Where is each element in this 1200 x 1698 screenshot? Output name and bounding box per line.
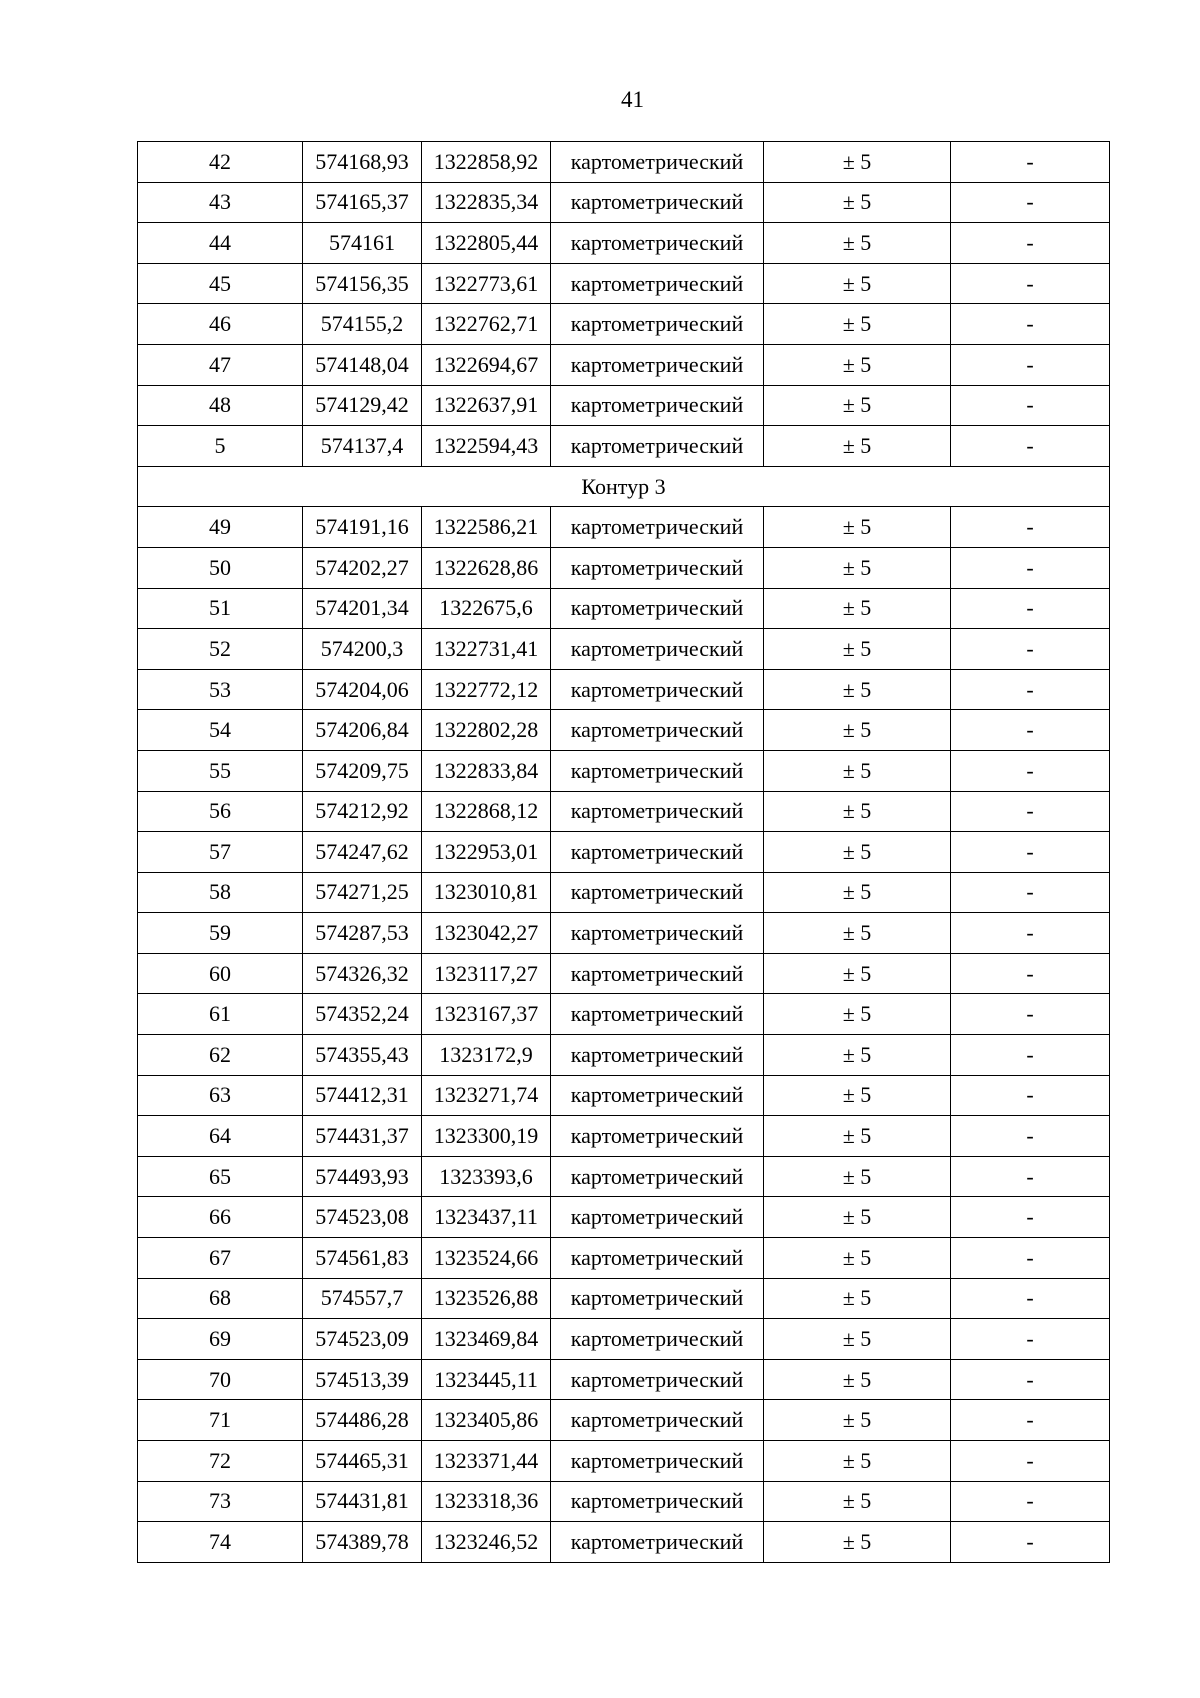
x-coordinate-cell: 574486,28 <box>303 1400 422 1441</box>
accuracy-cell: ± 5 <box>764 385 951 426</box>
point-number-cell: 42 <box>138 142 303 183</box>
x-coordinate-cell: 574465,31 <box>303 1441 422 1482</box>
note-cell: - <box>951 1522 1110 1563</box>
point-number-cell: 55 <box>138 750 303 791</box>
method-cell: картометрический <box>551 1319 764 1360</box>
accuracy-cell: ± 5 <box>764 1359 951 1400</box>
x-coordinate-cell: 574412,31 <box>303 1075 422 1116</box>
point-number-cell: 62 <box>138 1035 303 1076</box>
x-coordinate-cell: 574209,75 <box>303 750 422 791</box>
x-coordinate-cell: 574168,93 <box>303 142 422 183</box>
point-number-cell: 70 <box>138 1359 303 1400</box>
accuracy-cell: ± 5 <box>764 994 951 1035</box>
y-coordinate-cell: 1323371,44 <box>422 1441 551 1482</box>
y-coordinate-cell: 1323445,11 <box>422 1359 551 1400</box>
note-cell: - <box>951 385 1110 426</box>
x-coordinate-cell: 574431,37 <box>303 1116 422 1157</box>
method-cell: картометрический <box>551 1400 764 1441</box>
point-number-cell: 54 <box>138 710 303 751</box>
table-row <box>138 750 1110 791</box>
y-coordinate-cell: 1323405,86 <box>422 1400 551 1441</box>
x-coordinate-cell: 574493,93 <box>303 1156 422 1197</box>
y-coordinate-cell: 1323300,19 <box>422 1116 551 1157</box>
table-row <box>138 669 1110 710</box>
accuracy-cell: ± 5 <box>764 1441 951 1482</box>
x-coordinate-cell: 574389,78 <box>303 1522 422 1563</box>
method-cell: картометрический <box>551 669 764 710</box>
y-coordinate-cell: 1323318,36 <box>422 1481 551 1522</box>
accuracy-cell: ± 5 <box>764 1238 951 1279</box>
method-cell: картометрический <box>551 872 764 913</box>
y-coordinate-cell: 1322772,12 <box>422 669 551 710</box>
note-cell: - <box>951 142 1110 183</box>
point-number-cell: 51 <box>138 588 303 629</box>
table-row <box>138 1075 1110 1116</box>
accuracy-cell: ± 5 <box>764 1319 951 1360</box>
point-number-cell: 74 <box>138 1522 303 1563</box>
method-cell: картометрический <box>551 1441 764 1482</box>
table-row <box>138 629 1110 670</box>
note-cell: - <box>951 182 1110 223</box>
method-cell: картометрический <box>551 507 764 548</box>
x-coordinate-cell: 574202,27 <box>303 547 422 588</box>
table-row <box>138 1441 1110 1482</box>
table-row <box>138 1522 1110 1563</box>
accuracy-cell: ± 5 <box>764 1522 951 1563</box>
x-coordinate-cell: 574271,25 <box>303 872 422 913</box>
y-coordinate-cell: 1323172,9 <box>422 1035 551 1076</box>
x-coordinate-cell: 574204,06 <box>303 669 422 710</box>
point-number-cell: 49 <box>138 507 303 548</box>
x-coordinate-cell: 574200,3 <box>303 629 422 670</box>
note-cell: - <box>951 832 1110 873</box>
note-cell: - <box>951 750 1110 791</box>
x-coordinate-cell: 574523,09 <box>303 1319 422 1360</box>
note-cell: - <box>951 872 1110 913</box>
note-cell: - <box>951 913 1110 954</box>
method-cell: картометрический <box>551 913 764 954</box>
note-cell: - <box>951 1035 1110 1076</box>
note-cell: - <box>951 1278 1110 1319</box>
point-number-cell: 66 <box>138 1197 303 1238</box>
table-row <box>138 1156 1110 1197</box>
point-number-cell: 71 <box>138 1400 303 1441</box>
y-coordinate-cell: 1323524,66 <box>422 1238 551 1279</box>
method-cell: картометрический <box>551 182 764 223</box>
point-number-cell: 69 <box>138 1319 303 1360</box>
accuracy-cell: ± 5 <box>764 142 951 183</box>
table-row <box>138 1359 1110 1400</box>
y-coordinate-cell: 1322805,44 <box>422 223 551 264</box>
y-coordinate-cell: 1323246,52 <box>422 1522 551 1563</box>
contour-row <box>138 466 1110 507</box>
x-coordinate-cell: 574129,42 <box>303 385 422 426</box>
y-coordinate-cell: 1322594,43 <box>422 426 551 467</box>
point-number-cell: 65 <box>138 1156 303 1197</box>
point-number-cell: 57 <box>138 832 303 873</box>
note-cell: - <box>951 1156 1110 1197</box>
point-number-cell: 67 <box>138 1238 303 1279</box>
x-coordinate-cell: 574165,37 <box>303 182 422 223</box>
x-coordinate-cell: 574561,83 <box>303 1238 422 1279</box>
note-cell: - <box>951 791 1110 832</box>
note-cell: - <box>951 588 1110 629</box>
accuracy-cell: ± 5 <box>764 629 951 670</box>
y-coordinate-cell: 1322835,34 <box>422 182 551 223</box>
table-row <box>138 344 1110 385</box>
method-cell: картометрический <box>551 750 764 791</box>
x-coordinate-cell: 574523,08 <box>303 1197 422 1238</box>
method-cell: картометрический <box>551 1156 764 1197</box>
point-number-cell: 50 <box>138 547 303 588</box>
accuracy-cell: ± 5 <box>764 426 951 467</box>
method-cell: картометрический <box>551 385 764 426</box>
note-cell: - <box>951 629 1110 670</box>
x-coordinate-cell: 574326,32 <box>303 953 422 994</box>
note-cell: - <box>951 710 1110 751</box>
point-number-cell: 64 <box>138 1116 303 1157</box>
table-row <box>138 1238 1110 1279</box>
point-number-cell: 56 <box>138 791 303 832</box>
accuracy-cell: ± 5 <box>764 344 951 385</box>
y-coordinate-cell: 1322762,71 <box>422 304 551 345</box>
note-cell: - <box>951 426 1110 467</box>
note-cell: - <box>951 669 1110 710</box>
method-cell: картометрический <box>551 1481 764 1522</box>
accuracy-cell: ± 5 <box>764 507 951 548</box>
accuracy-cell: ± 5 <box>764 1035 951 1076</box>
y-coordinate-cell: 1322833,84 <box>422 750 551 791</box>
point-number-cell: 44 <box>138 223 303 264</box>
y-coordinate-cell: 1322731,41 <box>422 629 551 670</box>
accuracy-cell: ± 5 <box>764 304 951 345</box>
x-coordinate-cell: 574161 <box>303 223 422 264</box>
table-row <box>138 142 1110 183</box>
y-coordinate-cell: 1322773,61 <box>422 263 551 304</box>
x-coordinate-cell: 574431,81 <box>303 1481 422 1522</box>
table-row <box>138 832 1110 873</box>
point-number-cell: 60 <box>138 953 303 994</box>
accuracy-cell: ± 5 <box>764 1278 951 1319</box>
accuracy-cell: ± 5 <box>764 872 951 913</box>
y-coordinate-cell: 1323117,27 <box>422 953 551 994</box>
method-cell: картометрический <box>551 426 764 467</box>
point-number-cell: 68 <box>138 1278 303 1319</box>
note-cell: - <box>951 1116 1110 1157</box>
method-cell: картометрический <box>551 1359 764 1400</box>
x-coordinate-cell: 574137,4 <box>303 426 422 467</box>
accuracy-cell: ± 5 <box>764 710 951 751</box>
x-coordinate-cell: 574513,39 <box>303 1359 422 1400</box>
point-number-cell: 5 <box>138 426 303 467</box>
table-row <box>138 588 1110 629</box>
method-cell: картометрический <box>551 710 764 751</box>
point-number-cell: 53 <box>138 669 303 710</box>
accuracy-cell: ± 5 <box>764 223 951 264</box>
point-number-cell: 52 <box>138 629 303 670</box>
y-coordinate-cell: 1323437,11 <box>422 1197 551 1238</box>
point-number-cell: 46 <box>138 304 303 345</box>
table-row <box>138 953 1110 994</box>
table-row <box>138 913 1110 954</box>
x-coordinate-cell: 574201,34 <box>303 588 422 629</box>
method-cell: картометрический <box>551 263 764 304</box>
note-cell: - <box>951 304 1110 345</box>
point-number-cell: 58 <box>138 872 303 913</box>
note-cell: - <box>951 1197 1110 1238</box>
note-cell: - <box>951 1359 1110 1400</box>
y-coordinate-cell: 1323167,37 <box>422 994 551 1035</box>
y-coordinate-cell: 1322675,6 <box>422 588 551 629</box>
accuracy-cell: ± 5 <box>764 1481 951 1522</box>
y-coordinate-cell: 1323469,84 <box>422 1319 551 1360</box>
accuracy-cell: ± 5 <box>764 913 951 954</box>
point-number-cell: 61 <box>138 994 303 1035</box>
y-coordinate-cell: 1322586,21 <box>422 507 551 548</box>
table-row <box>138 1116 1110 1157</box>
y-coordinate-cell: 1322637,91 <box>422 385 551 426</box>
point-number-cell: 45 <box>138 263 303 304</box>
accuracy-cell: ± 5 <box>764 1197 951 1238</box>
accuracy-cell: ± 5 <box>764 547 951 588</box>
x-coordinate-cell: 574557,7 <box>303 1278 422 1319</box>
table-row <box>138 1481 1110 1522</box>
point-number-cell: 59 <box>138 913 303 954</box>
x-coordinate-cell: 574191,16 <box>303 507 422 548</box>
table-row <box>138 426 1110 467</box>
point-number-cell: 73 <box>138 1481 303 1522</box>
table-row <box>138 1319 1110 1360</box>
method-cell: картометрический <box>551 223 764 264</box>
accuracy-cell: ± 5 <box>764 1156 951 1197</box>
accuracy-cell: ± 5 <box>764 953 951 994</box>
table-row <box>138 182 1110 223</box>
method-cell: картометрический <box>551 994 764 1035</box>
y-coordinate-cell: 1323010,81 <box>422 872 551 913</box>
accuracy-cell: ± 5 <box>764 750 951 791</box>
note-cell: - <box>951 547 1110 588</box>
table-row <box>138 872 1110 913</box>
table-row <box>138 223 1110 264</box>
table-row <box>138 1197 1110 1238</box>
note-cell: - <box>951 344 1110 385</box>
note-cell: - <box>951 1441 1110 1482</box>
method-cell: картометрический <box>551 1238 764 1279</box>
accuracy-cell: ± 5 <box>764 1075 951 1116</box>
y-coordinate-cell: 1322628,86 <box>422 547 551 588</box>
method-cell: картометрический <box>551 1075 764 1116</box>
method-cell: картометрический <box>551 304 764 345</box>
coordinates-table <box>137 141 1110 1563</box>
table-row <box>138 1400 1110 1441</box>
x-coordinate-cell: 574355,43 <box>303 1035 422 1076</box>
y-coordinate-cell: 1322802,28 <box>422 710 551 751</box>
y-coordinate-cell: 1322868,12 <box>422 791 551 832</box>
table-row <box>138 547 1110 588</box>
method-cell: картометрический <box>551 629 764 670</box>
point-number-cell: 43 <box>138 182 303 223</box>
y-coordinate-cell: 1323271,74 <box>422 1075 551 1116</box>
point-number-cell: 47 <box>138 344 303 385</box>
method-cell: картометрический <box>551 1278 764 1319</box>
method-cell: картометрический <box>551 1116 764 1157</box>
point-number-cell: 63 <box>138 1075 303 1116</box>
accuracy-cell: ± 5 <box>764 791 951 832</box>
table-row <box>138 507 1110 548</box>
x-coordinate-cell: 574287,53 <box>303 913 422 954</box>
x-coordinate-cell: 574352,24 <box>303 994 422 1035</box>
note-cell: - <box>951 223 1110 264</box>
x-coordinate-cell: 574156,35 <box>303 263 422 304</box>
accuracy-cell: ± 5 <box>764 669 951 710</box>
note-cell: - <box>951 263 1110 304</box>
method-cell: картометрический <box>551 832 764 873</box>
y-coordinate-cell: 1322858,92 <box>422 142 551 183</box>
method-cell: картометрический <box>551 588 764 629</box>
table-row <box>138 791 1110 832</box>
table-row <box>138 1278 1110 1319</box>
note-cell: - <box>951 953 1110 994</box>
note-cell: - <box>951 1319 1110 1360</box>
note-cell: - <box>951 507 1110 548</box>
y-coordinate-cell: 1323042,27 <box>422 913 551 954</box>
coordinates-table-body <box>138 142 1110 1563</box>
y-coordinate-cell: 1322694,67 <box>422 344 551 385</box>
accuracy-cell: ± 5 <box>764 263 951 304</box>
method-cell: картометрический <box>551 142 764 183</box>
method-cell: картометрический <box>551 547 764 588</box>
method-cell: картометрический <box>551 344 764 385</box>
method-cell: картометрический <box>551 1035 764 1076</box>
table-row <box>138 385 1110 426</box>
point-number-cell: 48 <box>138 385 303 426</box>
accuracy-cell: ± 5 <box>764 182 951 223</box>
contour-title: Контур 3 <box>138 466 1110 507</box>
accuracy-cell: ± 5 <box>764 1116 951 1157</box>
page-number: 41 <box>621 87 644 112</box>
accuracy-cell: ± 5 <box>764 832 951 873</box>
accuracy-cell: ± 5 <box>764 1400 951 1441</box>
method-cell: картометрический <box>551 791 764 832</box>
x-coordinate-cell: 574247,62 <box>303 832 422 873</box>
note-cell: - <box>951 1400 1110 1441</box>
point-number-cell: 72 <box>138 1441 303 1482</box>
method-cell: картометрический <box>551 953 764 994</box>
table-row <box>138 1035 1110 1076</box>
accuracy-cell: ± 5 <box>764 588 951 629</box>
x-coordinate-cell: 574206,84 <box>303 710 422 751</box>
table-row <box>138 304 1110 345</box>
table-row <box>138 994 1110 1035</box>
x-coordinate-cell: 574155,2 <box>303 304 422 345</box>
method-cell: картометрический <box>551 1522 764 1563</box>
table-row <box>138 710 1110 751</box>
y-coordinate-cell: 1323526,88 <box>422 1278 551 1319</box>
y-coordinate-cell: 1322953,01 <box>422 832 551 873</box>
table-row <box>138 263 1110 304</box>
note-cell: - <box>951 1238 1110 1279</box>
note-cell: - <box>951 1075 1110 1116</box>
y-coordinate-cell: 1323393,6 <box>422 1156 551 1197</box>
x-coordinate-cell: 574212,92 <box>303 791 422 832</box>
note-cell: - <box>951 1481 1110 1522</box>
x-coordinate-cell: 574148,04 <box>303 344 422 385</box>
note-cell: - <box>951 994 1110 1035</box>
method-cell: картометрический <box>551 1197 764 1238</box>
